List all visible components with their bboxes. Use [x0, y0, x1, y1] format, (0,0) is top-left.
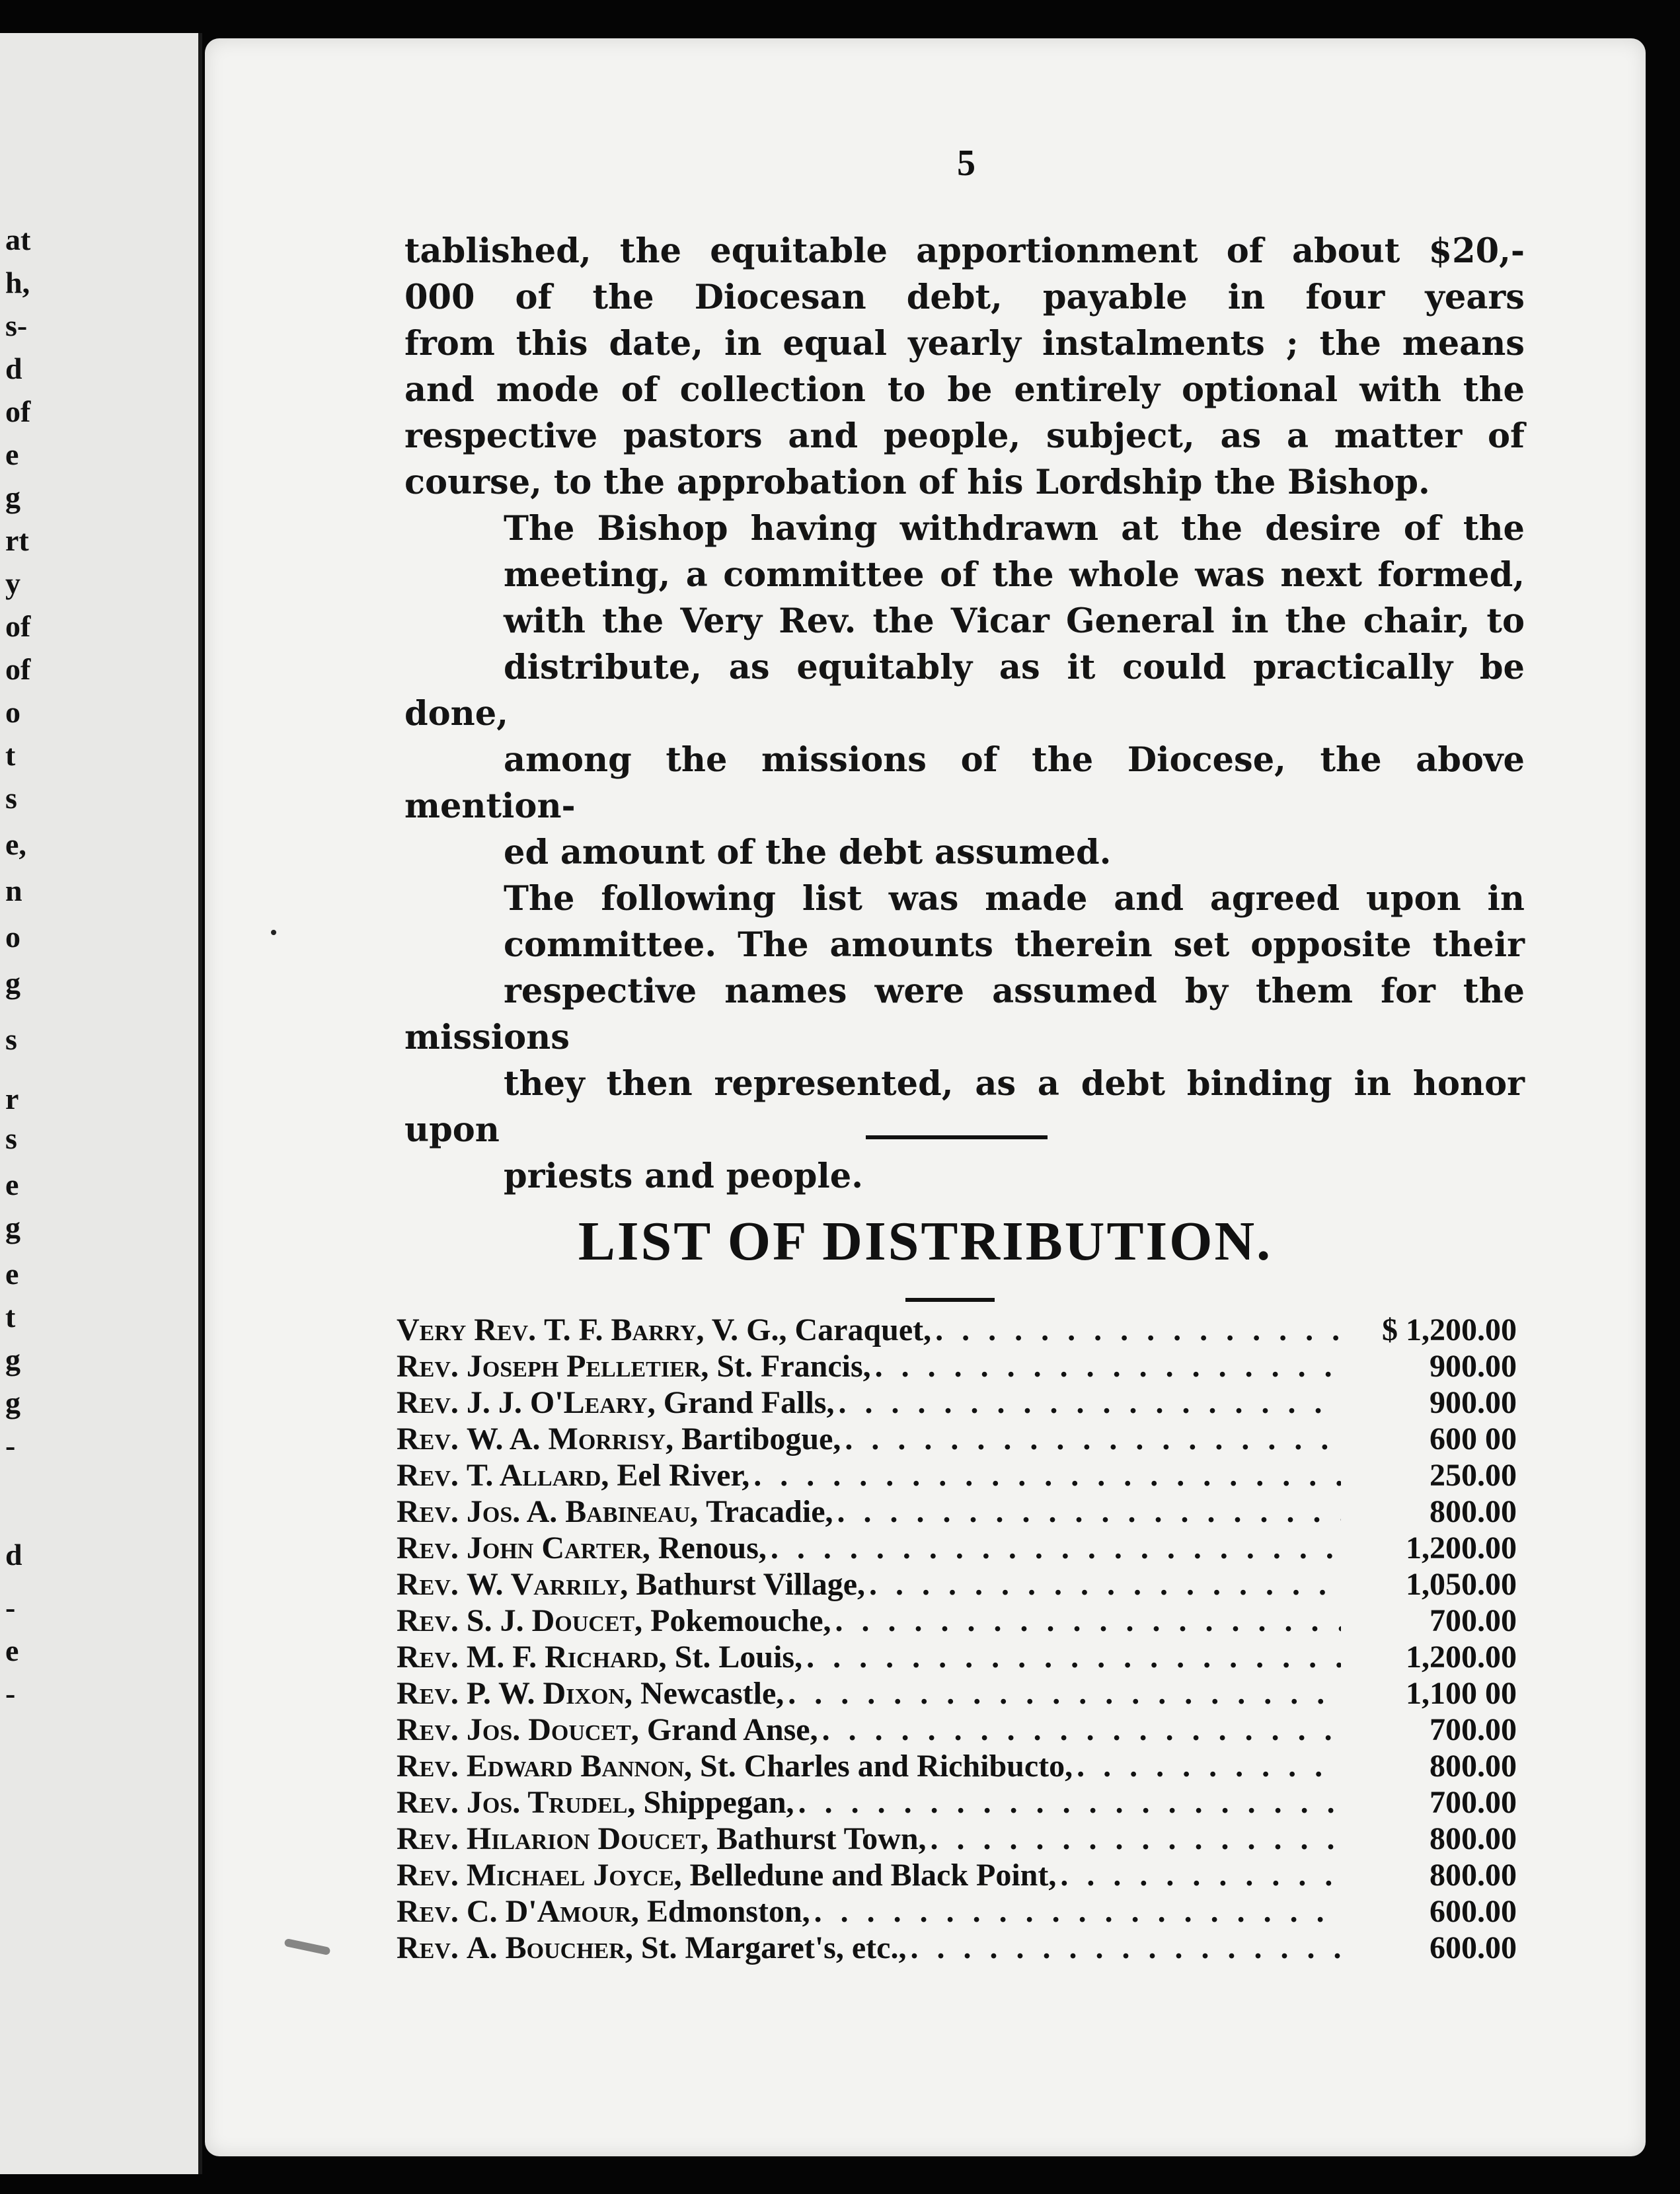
mission-place: Bathurst Village,	[636, 1567, 865, 1602]
amount: 600.00	[1430, 1894, 1517, 1929]
mission-place: Edmonston,	[646, 1894, 810, 1929]
mission-place: St. Charles and Richibucto,	[700, 1749, 1073, 1784]
dot-leader	[931, 1821, 1341, 1857]
text-line: with the Very Rev. the Vicar General in the chair, to	[504, 601, 1525, 641]
amount: 700.00	[1430, 1785, 1517, 1820]
clergy-name: T. F. Barry, V. G.,	[544, 1312, 787, 1347]
mission-place: St. Francis,	[716, 1349, 871, 1384]
facing-page-text-fragment: o	[5, 920, 20, 954]
amount: 800.00	[1430, 1858, 1517, 1893]
distribution-row	[397, 1675, 1517, 1712]
clergy-title: Rev.	[397, 1712, 459, 1747]
text-line: meeting, a committee of the whole was next formed,	[504, 555, 1525, 595]
clergy-title: Rev.	[397, 1749, 459, 1784]
facing-page-text-fragment: e	[5, 1168, 19, 1201]
clergy-title: Rev.	[397, 1785, 459, 1820]
amount: 900.00	[1430, 1385, 1517, 1420]
text-line: among the missions of the Diocese, the above mention-	[404, 740, 1525, 826]
facing-page-text-fragment: -	[5, 1429, 16, 1462]
text-line: committee. The amounts therein set opposite their	[504, 925, 1525, 965]
text-line: The Bishop having withdrawn at the desire of the	[504, 509, 1525, 548]
clergy-name: A. Boucher,	[466, 1930, 633, 1965]
facing-page-text-fragment: r	[5, 1082, 19, 1116]
facing-page-text-fragment: g	[5, 480, 20, 514]
facing-page-text-fragment: s-	[5, 309, 28, 342]
clergy-name: W. Varrily,	[466, 1567, 629, 1602]
text-line: 000 of the Diocesan debt, payable in four years	[404, 278, 1525, 317]
dot-leader	[822, 1712, 1341, 1748]
amount: 800.00	[1430, 1821, 1517, 1856]
distribution-row	[397, 1566, 1517, 1603]
facing-page-text-fragment: e	[5, 1257, 19, 1291]
facing-page-text-fragment: of	[5, 652, 31, 686]
distribution-row	[397, 1603, 1517, 1639]
facing-page-text-fragment: g	[5, 1386, 20, 1419]
dot-leader	[1077, 1748, 1341, 1784]
dot-leader	[806, 1639, 1341, 1675]
dot-leader	[835, 1603, 1342, 1639]
clergy-title: Very Rev.	[397, 1312, 537, 1347]
mission-place: Pokemouche,	[650, 1603, 831, 1638]
facing-page-text-fragment: d	[5, 1538, 22, 1571]
clergy-name: W. A. Morrisy,	[466, 1421, 674, 1456]
mission-place: St. Louis,	[674, 1640, 803, 1675]
ink-speck	[271, 930, 276, 935]
distribution-row	[397, 1639, 1517, 1675]
facing-page-text-fragment: t	[5, 738, 16, 772]
amount: 800.00	[1430, 1749, 1517, 1784]
mission-place: Bartibogue,	[681, 1421, 841, 1456]
paragraph	[404, 506, 1525, 876]
body-text	[404, 228, 1525, 1199]
clergy-name: Jos. Trudel,	[466, 1785, 636, 1820]
mission-place: Caraquet,	[794, 1312, 932, 1347]
distribution-row	[397, 1748, 1517, 1784]
amount: 1,100 00	[1406, 1676, 1517, 1711]
clergy-title: Rev.	[397, 1858, 459, 1893]
clergy-title: Rev.	[397, 1349, 459, 1384]
text-line: The following list was made and agreed upon in	[504, 879, 1525, 919]
dot-leader	[837, 1494, 1341, 1530]
clergy-name: Michael Joyce,	[466, 1858, 682, 1893]
dot-leader	[845, 1421, 1341, 1457]
distribution-row	[397, 1494, 1517, 1530]
facing-page-text-fragment: h,	[5, 266, 30, 299]
dot-leader	[753, 1457, 1341, 1494]
clergy-name: T. Allard,	[466, 1458, 609, 1493]
facing-page-text-fragment: of	[5, 609, 31, 643]
dot-leader	[798, 1784, 1341, 1821]
mission-place: Eel River,	[617, 1458, 750, 1493]
distribution-row	[397, 1421, 1517, 1457]
distribution-row	[397, 1712, 1517, 1748]
clergy-title: Rev.	[397, 1385, 459, 1420]
dot-leader	[1060, 1857, 1341, 1893]
clergy-title: Rev.	[397, 1930, 459, 1965]
amount: 800.00	[1430, 1494, 1517, 1529]
amount: 1,200.00	[1406, 1640, 1517, 1675]
clergy-title: Rev.	[397, 1640, 459, 1675]
text-line: distribute, as equitably as it could practically be done,	[404, 648, 1525, 734]
clergy-name: P. W. Dixon,	[466, 1676, 632, 1711]
distribution-row	[397, 1348, 1517, 1384]
clergy-name: J. J. O'Leary,	[466, 1385, 656, 1420]
mission-place: St. Margaret's, etc.,	[640, 1930, 907, 1965]
clergy-title: Rev.	[397, 1676, 459, 1711]
dot-leader	[910, 1930, 1341, 1966]
amount: 600.00	[1430, 1930, 1517, 1965]
distribution-row	[397, 1821, 1517, 1857]
text-line: tablished, the equitable apportionment of about $20,-	[404, 231, 1525, 271]
facing-page-text-fragment: -	[5, 1591, 16, 1624]
facing-page-text-fragment: s	[5, 781, 17, 815]
distribution-row	[397, 1312, 1517, 1348]
clergy-title: Rev.	[397, 1821, 459, 1856]
facing-page-text-fragment: at	[5, 223, 31, 256]
amount: 1,050.00	[1406, 1567, 1517, 1602]
facing-page-text-fragment: d	[5, 352, 22, 385]
dot-leader	[771, 1530, 1341, 1566]
clergy-name: M. F. Richard,	[466, 1640, 667, 1675]
facing-page-text-fragment: y	[5, 566, 20, 600]
amount: 900.00	[1430, 1349, 1517, 1384]
clergy-title: Rev.	[397, 1567, 459, 1602]
dot-leader	[869, 1566, 1341, 1603]
clergy-title: Rev.	[397, 1603, 459, 1638]
text-line: ed amount of the debt assumed.	[504, 833, 1112, 872]
paragraph	[404, 228, 1525, 506]
title-underline-rule	[905, 1298, 995, 1302]
dot-leader	[838, 1384, 1341, 1421]
facing-page-text-fragment: g	[5, 966, 20, 1000]
facing-page-text-fragment: e,	[5, 827, 26, 861]
amount: $ 1,200.00	[1382, 1312, 1517, 1347]
text-line: course, to the approbation of his Lordship the Bishop.	[404, 463, 1430, 502]
clergy-name: Jos. A. Babineau,	[466, 1494, 699, 1529]
paragraph	[404, 876, 1525, 1199]
facing-page-text-fragment: n	[5, 874, 22, 907]
clergy-name: S. J. Doucet,	[466, 1603, 643, 1638]
distribution-row	[397, 1930, 1517, 1966]
clergy-title: Rev.	[397, 1458, 459, 1493]
distribution-row	[397, 1530, 1517, 1566]
facing-page-text-fragment: rt	[5, 523, 29, 557]
amount: 250.00	[1430, 1458, 1517, 1493]
dot-leader	[935, 1312, 1341, 1348]
page-number: 5	[957, 143, 975, 184]
text-line: from this date, in equal yearly instalments ; the means	[404, 324, 1525, 363]
distribution-row	[397, 1784, 1517, 1821]
text-line: they then represented, as a debt binding in honor upon	[404, 1064, 1525, 1150]
text-line: respective pastors and people, subject, as a matter of	[404, 416, 1525, 456]
text-line: priests and people.	[504, 1156, 863, 1196]
facing-page-text-fragment: g	[5, 1343, 20, 1377]
section-divider-rule	[866, 1135, 1048, 1139]
clergy-name: Edward Bannon,	[466, 1749, 693, 1784]
distribution-row	[397, 1893, 1517, 1930]
dot-leader	[875, 1348, 1341, 1384]
amount: 700.00	[1430, 1603, 1517, 1638]
dot-leader	[788, 1675, 1341, 1712]
distribution-row	[397, 1457, 1517, 1494]
facing-page-text-fragment: e	[5, 437, 19, 471]
text-line: respective names were assumed by them for the missions	[404, 971, 1525, 1057]
mission-place: Belledune and Black Point,	[689, 1858, 1057, 1893]
clergy-name: Jos. Doucet,	[466, 1712, 639, 1747]
distribution-row	[397, 1384, 1517, 1421]
amount: 700.00	[1430, 1712, 1517, 1747]
mission-place: Bathurst Town,	[716, 1821, 927, 1856]
clergy-title: Rev.	[397, 1894, 459, 1929]
amount: 1,200.00	[1406, 1531, 1517, 1566]
mission-place: Tracadie,	[706, 1494, 833, 1529]
distribution-list	[397, 1312, 1517, 1966]
clergy-title: Rev.	[397, 1531, 459, 1566]
facing-page-text-fragment: s	[5, 1121, 17, 1155]
facing-page-text-fragment: o	[5, 695, 20, 729]
facing-page-text-fragment: s	[5, 1022, 17, 1056]
mission-place: Newcastle,	[640, 1676, 784, 1711]
mission-place: Grand Falls,	[663, 1385, 835, 1420]
text-line: and mode of collection to be entirely optional with the	[404, 370, 1525, 410]
facing-page-text-fragment: e	[5, 1634, 19, 1667]
mission-place: Renous,	[658, 1531, 767, 1566]
facing-page-text-fragment: of	[5, 395, 31, 428]
clergy-name: Joseph Pelletier,	[466, 1349, 709, 1384]
mission-place: Shippegan,	[643, 1785, 794, 1820]
facing-page-text-fragment: g	[5, 1211, 20, 1244]
clergy-title: Rev.	[397, 1494, 459, 1529]
mission-place: Grand Anse,	[646, 1712, 818, 1747]
clergy-name: John Carter,	[466, 1531, 650, 1566]
clergy-title: Rev.	[397, 1421, 459, 1456]
facing-page-text-fragment: t	[5, 1300, 16, 1334]
distribution-row	[397, 1857, 1517, 1893]
dot-leader	[814, 1893, 1341, 1930]
clergy-name: C. D'Amour,	[466, 1894, 639, 1929]
facing-page-text-fragment: -	[5, 1677, 16, 1710]
clergy-name: Hilarion Doucet,	[466, 1821, 709, 1856]
facing-page-edge	[0, 33, 202, 2174]
amount: 600 00	[1430, 1421, 1517, 1456]
list-title: LIST OF DISTRIBUTION.	[578, 1211, 1273, 1272]
